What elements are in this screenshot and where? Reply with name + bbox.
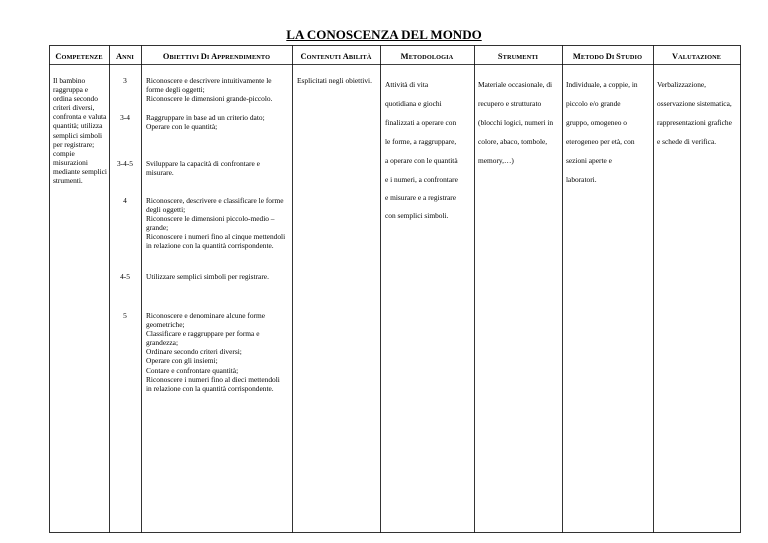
obiettivi-row-5: Utilizzare semplici simboli per registrare. <box>146 272 269 281</box>
metodologia-line: Attività di vita <box>385 80 429 89</box>
header-valutazione: VALUTAZIONE <box>671 52 722 61</box>
obiettivi-row-2: Raggruppare in base ad un criterio dato; Operare con le quantità; <box>146 113 265 132</box>
competenze-text: Il bambino raggruppa e ordina secondo criteri diversi, confronta e valuta quantità; utilizza semplici simboli per registrare; compie misurazioni mediante semplici strumenti. <box>53 76 107 186</box>
strumenti-line: Materiale occasionale, di <box>478 80 553 89</box>
metodo-studio-line: eterogeneo per età, con <box>566 137 635 146</box>
anni-5: 5 <box>123 311 127 320</box>
header-contenuti: CONTENUTI ABILITÀ <box>300 52 372 61</box>
metodologia-line: a operare con le quantità <box>385 156 458 165</box>
header-competenze: COMPETENZE <box>55 52 103 61</box>
header-strumenti: STRUMENTI <box>497 52 539 61</box>
page-title: LA CONOSCENZA DEL MONDO <box>286 27 482 42</box>
strumenti-line: colore, abaco, tombole, <box>478 137 548 146</box>
anni-3-4-5: 3-4-5 <box>116 159 133 168</box>
obiettivi-row-3: Sviluppare la capacità di confrontare e misurare. <box>146 159 260 178</box>
anni-3: 3 <box>123 76 127 85</box>
metodo-studio-line: sezioni aperte e <box>566 156 612 165</box>
valutazione-line: Verbalizzazione, <box>657 80 707 89</box>
obiettivi-row-1: Riconoscere e descrivere intuitivamente le forme degli oggetti; Riconoscere le dimensioni grande-piccolo. <box>146 76 273 104</box>
strumenti-line: (blocchi logici, numeri in <box>478 118 554 127</box>
header-obiettivi: OBIETTIVI DI APPRENDIMENTO <box>162 52 271 61</box>
obiettivi-row-6: Riconoscere e denominare alcune forme geometriche; Classificare e raggruppare per forma e grandezza; Ordinare secondo criteri diversi; Operare con gli insiemi; Contare e confrontare quantità; Riconoscere i numeri fino al dieci mettendoli in relazione con la quantità corrispondente. <box>146 311 280 393</box>
valutazione-line: rappresentazioni grafiche <box>657 118 732 127</box>
metodologia-line: quotidiana e giochi <box>385 99 442 108</box>
metodologia-line: le forme, a raggruppare, <box>385 137 457 146</box>
header-metodologia: METODOLOGIA <box>400 52 454 61</box>
strumenti-line: memory,…) <box>478 156 514 165</box>
obiettivi-row-4: Riconoscere, descrivere e classificare le forme degli oggetti; Riconoscere le dimensioni piccolo-medio – grande; Riconoscere i numeri fino al cinque mettendoli in relazione con la quantità corrispondente. <box>146 196 286 251</box>
anni-4-5: 4-5 <box>120 272 130 281</box>
header-metodo-studio: METODO DI STUDIO <box>572 52 643 61</box>
metodologia-line: finalizzati a operare con <box>385 118 457 127</box>
metodologia-line: e i numeri, a confrontare <box>385 175 458 184</box>
valutazione-line: osservazione sistematica, <box>657 99 732 108</box>
metodo-studio-line: gruppo, omogeneo o <box>566 118 627 127</box>
strumenti-line: recupero e strutturato <box>478 99 542 108</box>
anni-3-4: 3-4 <box>120 113 130 122</box>
metodologia-line: con semplici simboli. <box>385 211 449 220</box>
metodologia-line: e misurare e a registrare <box>385 193 456 202</box>
metodo-studio-line: piccolo e/o grande <box>566 99 621 108</box>
header-anni: ANNI <box>115 52 134 61</box>
anni-4: 4 <box>123 196 127 205</box>
contenuti-text: Esplicitati negli obiettivi. <box>297 76 372 85</box>
valutazione-line: e schede di verifica. <box>657 137 717 146</box>
metodo-studio-line: laboratori. <box>566 175 597 184</box>
metodo-studio-line: Individuale, a coppie, in <box>566 80 638 89</box>
